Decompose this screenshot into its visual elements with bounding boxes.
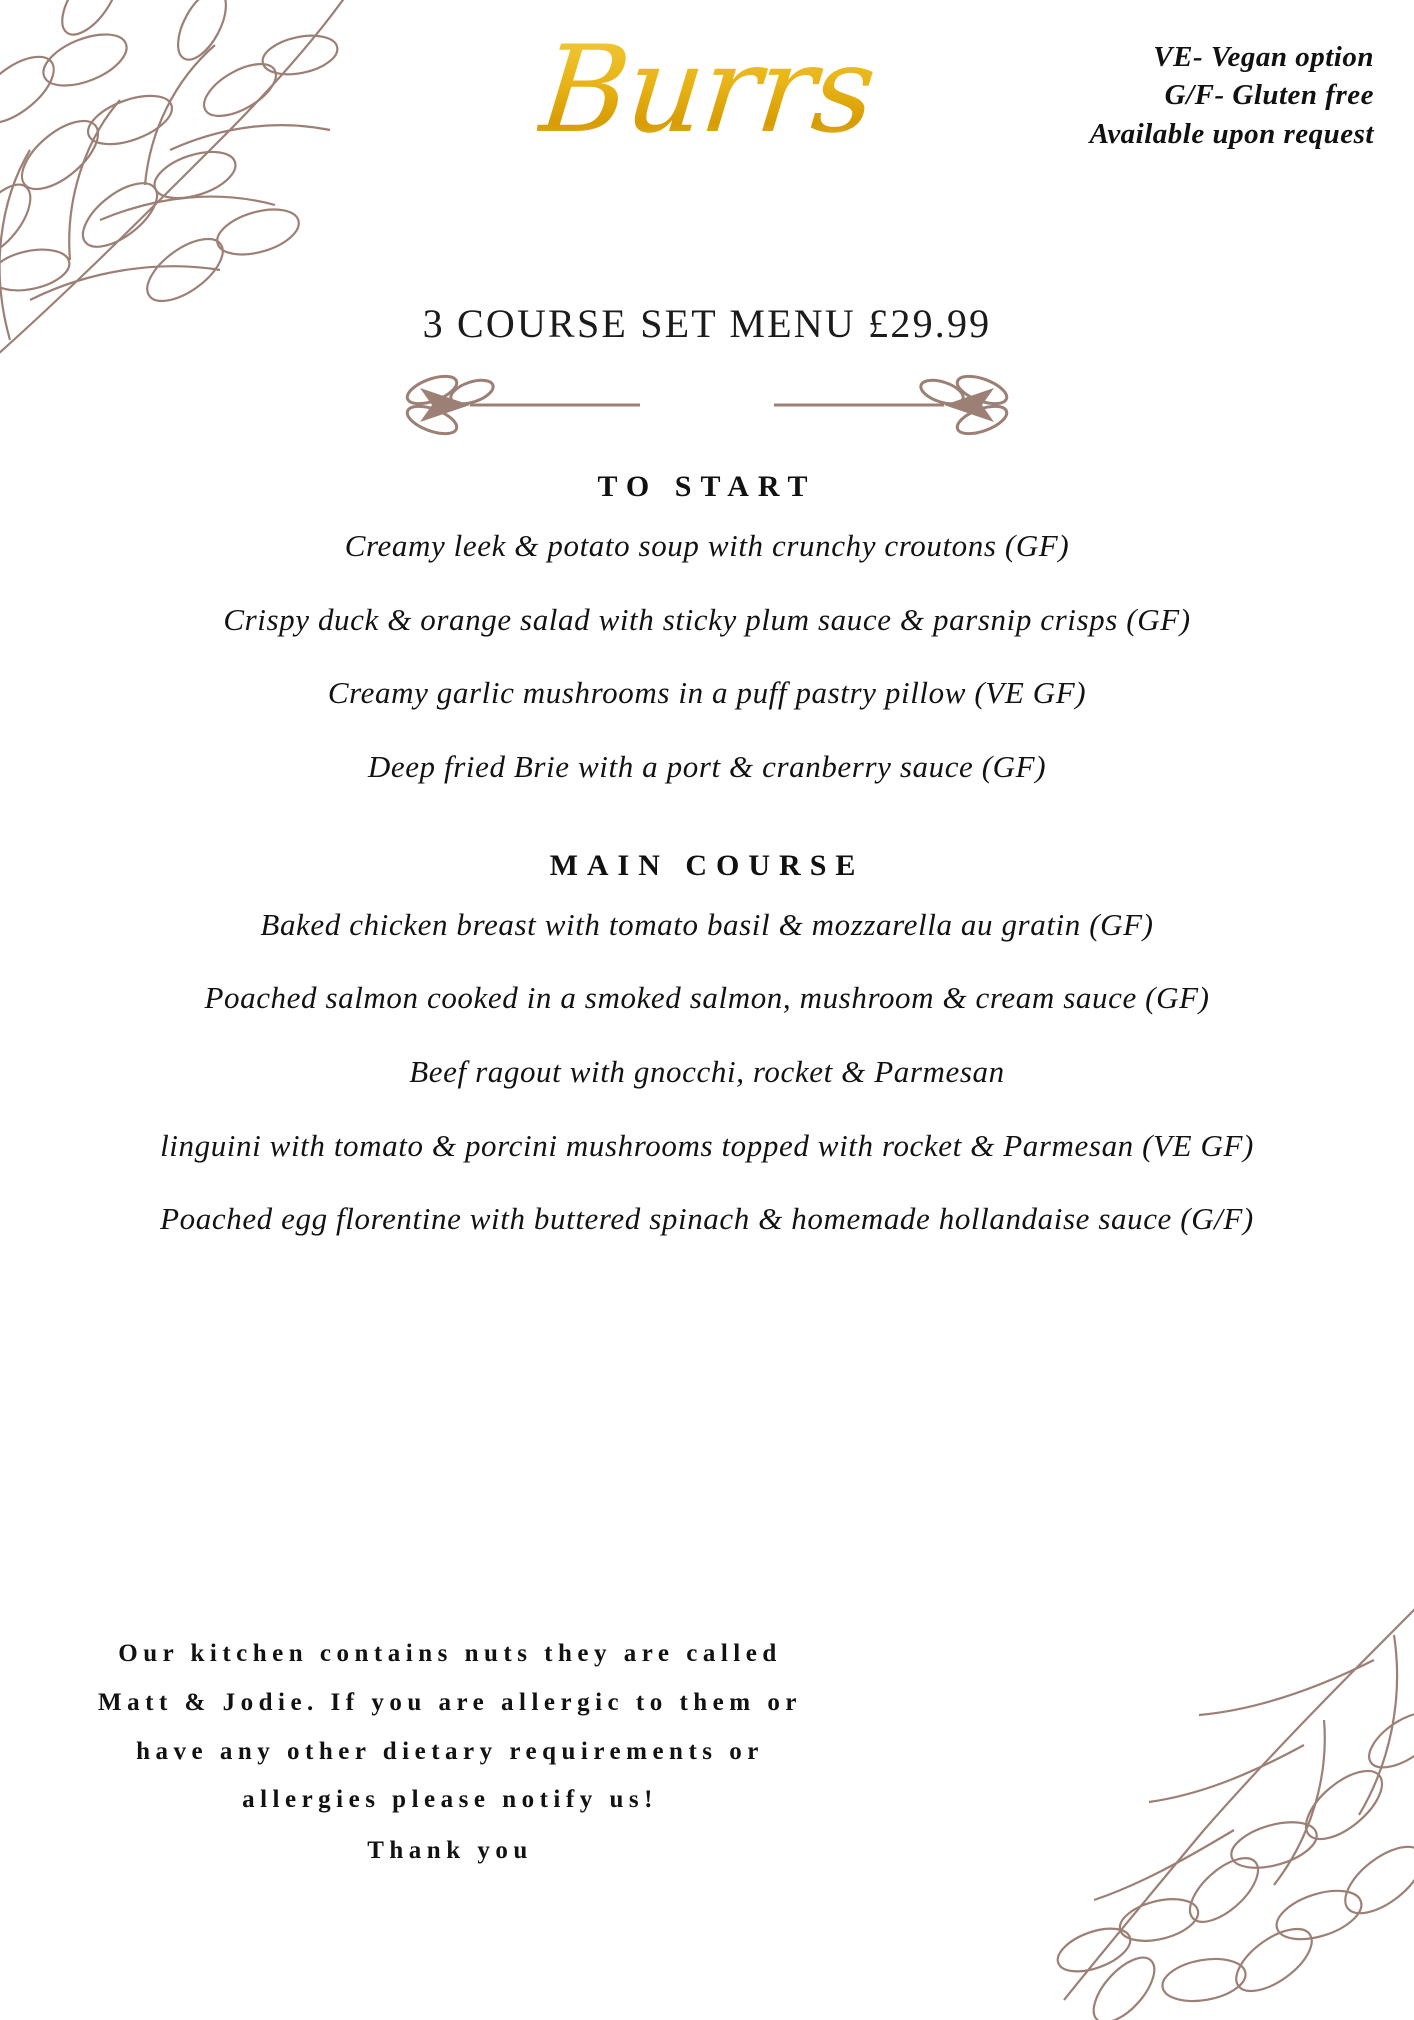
menu-item: Beef ragout with gnocchi, rocket & Parmesan: [409, 1054, 1005, 1090]
menu-item: Deep fried Brie with a port & cranberry sauce (GF): [367, 749, 1047, 785]
menu-item: Poached salmon cooked in a smoked salmon, mushroom & cream sauce (GF): [204, 980, 1210, 1016]
arrow-divider: [0, 370, 1414, 440]
legend-line-vegan: VE- Vegan option: [1153, 41, 1374, 73]
logo-wordmark: Burrs: [533, 10, 882, 172]
section-heading-to-start: TO START: [597, 470, 817, 503]
thank-you-text: Thank you: [367, 1837, 533, 1864]
legend-line-gluten-free: G/F- Gluten free: [1164, 79, 1374, 112]
dietary-legend: [1090, 38, 1374, 153]
menu-section-starters: [12, 470, 1402, 787]
allergy-notice-text: Our kitchen contains nuts they are called Matt & Jodie. If you are allergic to them or have any other dietary requirements or allergies please notify us!: [98, 1640, 802, 1814]
menu-item: Poached egg florentine with buttered spinach & homemade hollandaise sauce (G/F): [160, 1201, 1254, 1237]
menu-content: [0, 470, 1414, 1273]
section-heading-main-course: MAIN COURSE: [549, 848, 865, 882]
menu-item: Creamy leek & potato soup with crunchy croutons (GF): [344, 528, 1070, 563]
botanical-bottom-right-decoration: [974, 1580, 1414, 2020]
menu-item: Creamy garlic mushrooms in a puff pastry pillow (VE GF): [327, 675, 1087, 711]
page-title: 3 COURSE SET MENU £29.99: [422, 301, 992, 346]
menu-item: Crispy duck & orange salad with sticky plum sauce & parsnip crisps (GF): [223, 601, 1191, 637]
legend-line-availability: Available upon request: [1089, 117, 1374, 150]
menu-item: linguini with tomato & porcini mushrooms topped with rocket & Parmesan (VE GF): [160, 1127, 1254, 1163]
allergy-notice: [90, 1630, 810, 1876]
menu-item: Baked chicken breast with tomato basil & mozzarella au gratin (GF): [260, 906, 1154, 942]
menu-section-main-course: [12, 849, 1402, 1239]
